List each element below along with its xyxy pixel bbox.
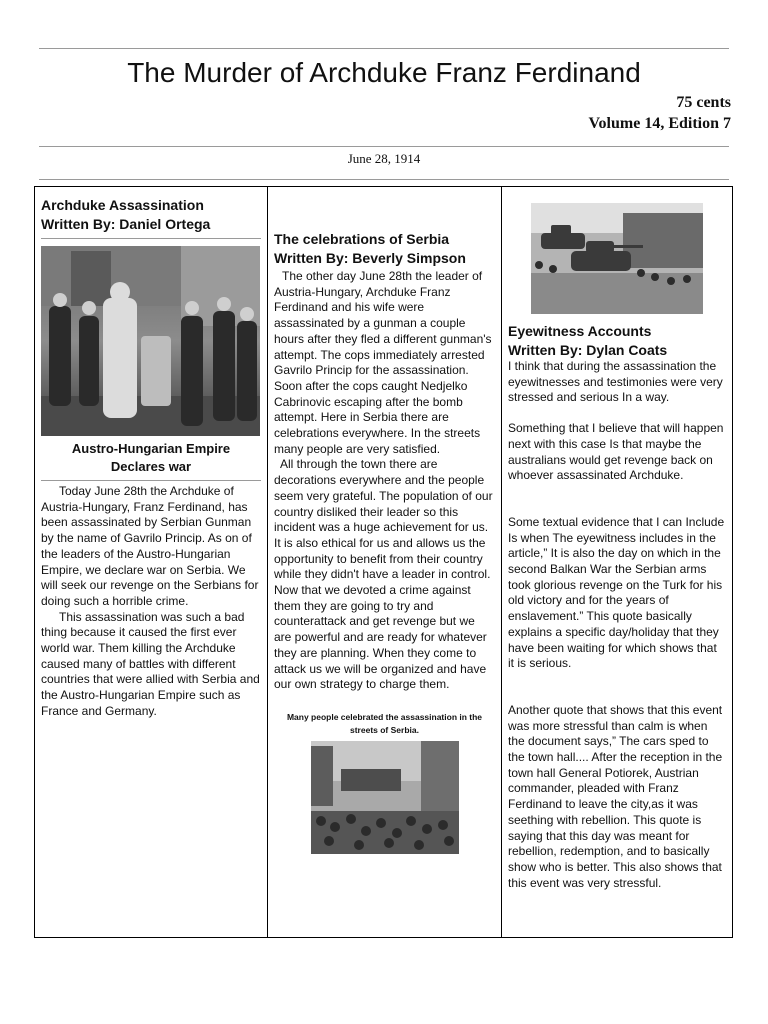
left-article-body: [41, 484, 261, 720]
right-paragraph-3: Some textual evidence that I can Include Is when The eyewitness includes in the article,” It is also the day on which in the second Balkan War the Serbian arms took glorious revenge on the Turk for his old victory and for the years of enslavement.” This quote basically explains a specific day/holiday that they have been waiting for which shows that it is serious.: [508, 514, 725, 671]
left-caption-rule: [41, 480, 261, 481]
top-rule: [39, 48, 729, 49]
left-photo-caption-line1: Austro-Hungarian Empire: [71, 441, 231, 456]
middle-column: [268, 187, 502, 937]
middle-byline: Written By: Beverly Simpson: [274, 250, 466, 266]
right-paragraph-2: Something that I believe that will happen next with this case Is that maybe the australians would get revenge back on whoever assassinated Archduke.: [508, 421, 724, 483]
dateline-top-rule: [39, 146, 729, 147]
street-crowd-photo-graphic: [311, 741, 459, 854]
middle-article-body: [274, 269, 495, 693]
left-byline-rule: [41, 238, 261, 239]
right-paragraph-4: Another quote that shows that this event was more stressful than calm is when the document says,” The cars sped to the town hall.... After the reception in the town hall General Potiorek, Austrian commander, pleaded with Franz Ferdinand to leave the city,as it was seething with rebellion. This quote is saying that this day was meant for rebellion, redemption, and to basically show who is better. This also shows that this event was very stressful.: [508, 702, 723, 890]
middle-paragraph-2: All through the town there are decorations everywhere and the people seem very grateful. The population of our country disliked their leader so this incident was a huge achievement for us. It is also ethical for us and allows us the opportunity to benefit from their country while they didn't have a leader in control. Now that we devoted a crime against them they are going to try and counterattack and get revenge but we are powerful and are ready for whatever they are planning. When they come to attack us we will be organized and have our own strategy to charge them.: [274, 457, 493, 692]
newspaper-title: The Murder of Archduke Franz Ferdinand: [127, 57, 641, 88]
middle-paragraph-1: The other day June 28th the leader of Austria-Hungary, Archduke Franz Ferdinand and his wife were assassinated by a gunman a couple hours after they fled a different gunman's attempt. The cops immediately arrested Gavrilo Princip for the assassination. Soon after the cops caught Nedjelko Cabrinovic escaping after the bomb attempt. Here in Serbia there are celebrations everywhere. In the streets many people are very satisfied.: [274, 269, 492, 456]
right-paragraph-1: I think that during the assassination the eyewitnesses and testimonies were very stressed and serious In a way.: [508, 359, 723, 405]
left-paragraph-1: Today June 28th the Archduke of Austria-Hungary, Franz Ferdinand, has been assassinated by Serbian Gunman by the name of Gavrilo Princip. As on of the leaders of the Austro-Hungarian Empire, we declare war on Serbia. We will seek our revenge on the Serbians for doing such a horrible crime.: [41, 484, 259, 608]
middle-photo-caption-line2: streets of Serbia.: [350, 724, 419, 735]
tanks-photo: [531, 203, 703, 314]
dateline-bottom-rule: [39, 179, 729, 180]
left-byline: Written By: Daniel Ortega: [41, 216, 211, 232]
middle-headline: The celebrations of Serbia: [274, 231, 450, 247]
street-crowd-photo: [311, 741, 459, 854]
left-photo-caption-line2: Declares war: [110, 459, 192, 474]
dateline: June 28, 1914: [347, 151, 421, 166]
volume-label: Volume 14, Edition 7: [588, 115, 731, 132]
right-column: [502, 187, 732, 937]
middle-photo-caption-line1: Many people celebrated the assassination in the: [286, 711, 483, 722]
archduke-photo: [41, 246, 260, 436]
price-label: 75 cents: [676, 94, 731, 111]
archduke-photo-graphic: [41, 246, 260, 436]
tanks-photo-graphic: [531, 203, 703, 314]
left-column: [35, 187, 268, 937]
article-grid: [34, 186, 733, 938]
right-byline: Written By: Dylan Coats: [508, 342, 668, 358]
left-headline: Archduke Assassination: [41, 197, 204, 213]
right-article-body: [508, 359, 726, 891]
left-paragraph-2: This assassination was such a bad thing because it caused the first ever world war. Them killing the Archduke caused many of battles with different countries that were allied with Serbia and the Austro-Hungarian Empire such as France and Germany.: [41, 609, 260, 718]
right-headline: Eyewitness Accounts: [508, 323, 652, 339]
